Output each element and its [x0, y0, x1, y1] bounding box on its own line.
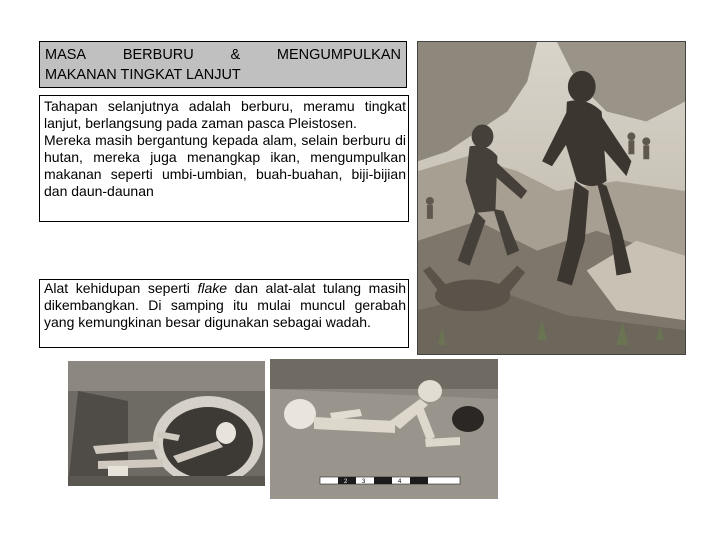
scale-label: 4 [398, 479, 402, 485]
scale-label: 2 [344, 479, 348, 485]
title-word: MASA [45, 47, 87, 63]
title-word: & [230, 47, 241, 63]
excavated-burial-pot-photo-icon [68, 361, 265, 486]
paragraph-text: Mereka masih bergantung kepada alam, selain berburu di hutan, mereka juga menangkap ikan, mengumpulkan makanan seperti umbi-umbian, buah-buahan, biji-bijian dan daun-daunan [44, 132, 406, 199]
title-word: BERBURU [122, 47, 194, 63]
hunting-description-box [39, 95, 409, 222]
excavated-skeleton-photo-icon [270, 359, 498, 499]
paragraph-text [44, 280, 406, 331]
burial-pot-photo [68, 361, 265, 486]
text-run: dan alat-alat tulang masih dikembangkan. Di samping itu mulai muncul gerabah yang kemungkinan besar digunakan sebagai wadah. [44, 280, 406, 330]
slide-title-box [39, 41, 407, 88]
early-humans-illustration [417, 41, 686, 355]
text-run: Alat kehidupan seperti [44, 280, 198, 296]
scale-label: 3 [362, 479, 366, 485]
paragraph-text: Tahapan selanjutnya adalah berburu, meramu tingkat lanjut, berlangsung pada zaman pasca Pleistosen. [44, 98, 406, 131]
tools-description-box [39, 279, 409, 348]
slide-title-line2: MAKANAN TINGKAT LANJUT [45, 67, 241, 83]
early-humans-hunting-illustration-icon [418, 42, 685, 354]
italic-term: flake [197, 280, 228, 296]
skeleton-photo [270, 359, 498, 499]
title-word: MENGUMPULKAN [276, 47, 401, 63]
slide-title-line1 [45, 45, 401, 65]
